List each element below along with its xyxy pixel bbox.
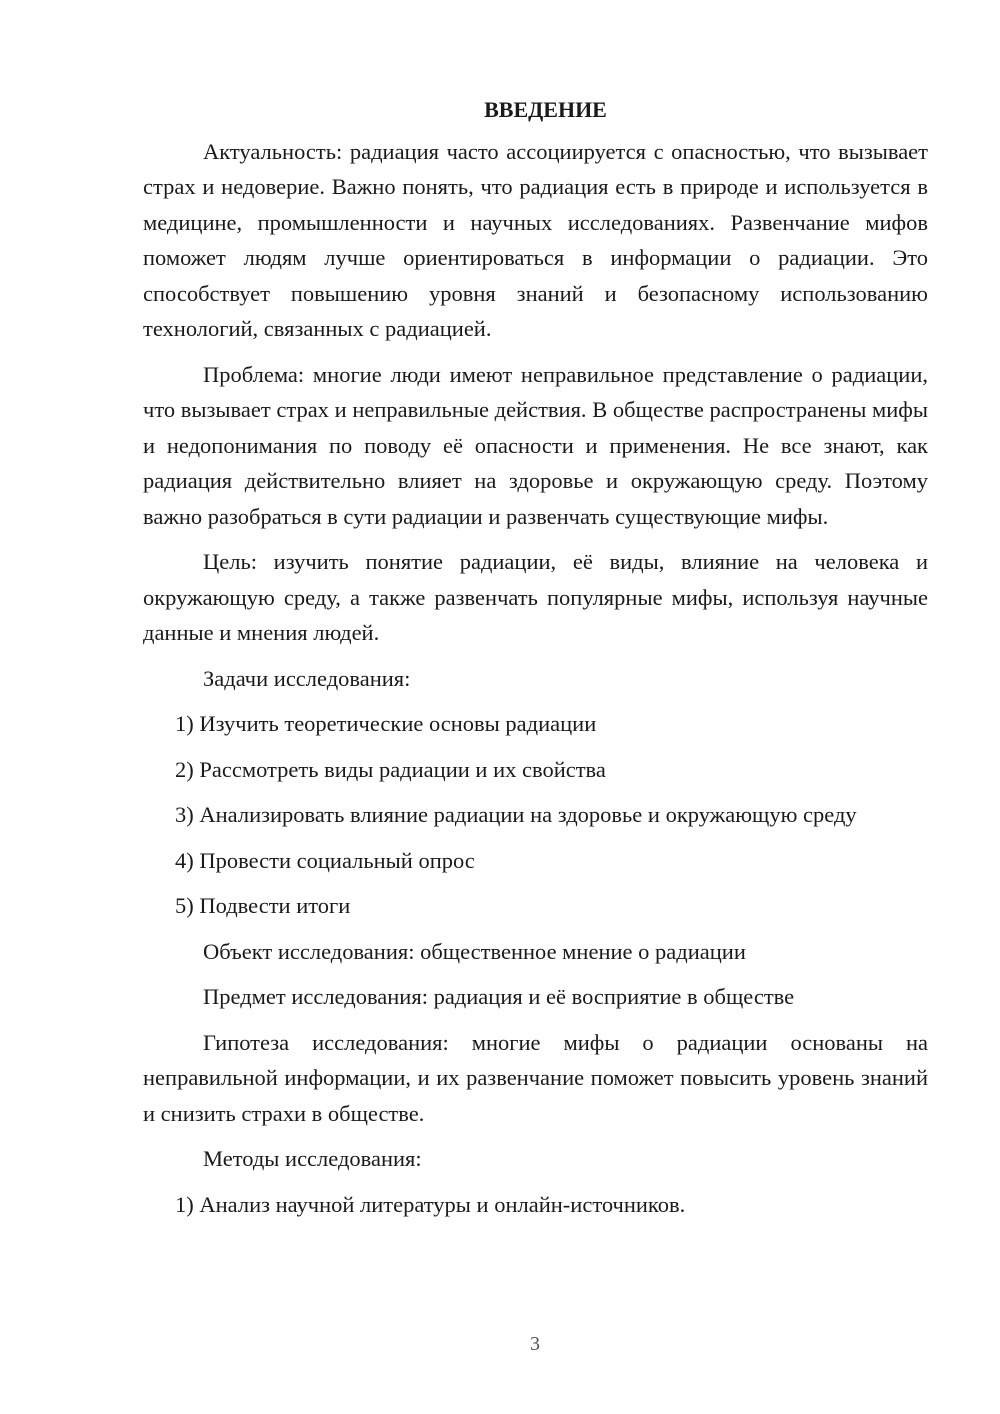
- research-subject: Предмет исследования: радиация и её восприятие в обществе: [203, 984, 795, 1009]
- relevance-paragraph: Актуальность: радиация часто ассоциируется с опасностью, что вызывает страх и недоверие. Важно понять, что радиация есть в природе и используется в медицине, промышленности и научных исследованиях. Развенчание мифов поможет людям лучше ориентироваться в информации о радиации. Это способствует повышению уровня знаний и безопасному использованию технологий, связанных с радиацией.: [143, 138, 928, 341]
- page-title: ВВЕДЕНИЕ: [484, 97, 607, 122]
- task-item: 4) Провести социальный опрос: [175, 847, 475, 873]
- method-item: 1) Анализ научной литературы и онлайн-источников.: [175, 1191, 686, 1217]
- methods-heading: Методы исследования:: [203, 1146, 422, 1171]
- task-item: 1) Изучить теоретические основы радиации: [175, 711, 597, 736]
- task-item: 2) Рассмотреть виды радиации и их свойства: [175, 756, 606, 782]
- page-content: [143, 92, 928, 1232]
- research-object: Объект исследования: общественное мнение о радиации: [203, 938, 746, 964]
- hypothesis-paragraph: Гипотеза исследования: многие мифы о радиации основаны на неправильной информации, и их развенчание поможет повысить уровень знаний и снизить страхи в обществе.: [143, 1029, 928, 1126]
- goal-paragraph: Цель: изучить понятие радиации, её виды, влияние на человека и окружающую среду, а также развенчать популярные мифы, используя научные данные и мнения людей.: [143, 549, 928, 645]
- page-number: 3: [530, 1333, 540, 1355]
- task-item: 3) Анализировать влияние радиации на здоровье и окружающую среду: [175, 802, 857, 827]
- tasks-heading: Задачи исследования:: [203, 665, 411, 691]
- problem-paragraph: Проблема: многие люди имеют неправильное представление о радиации, что вызывает страх и неправильные действия. В обществе распространены мифы и недопонимания по поводу её опасности и применения. Не все знают, как радиация действительно влияет на здоровье и окружающую среду. Поэтому важно разобраться в сути радиации и развенчать существующие мифы.: [143, 361, 928, 529]
- task-item: 5) Подвести итоги: [175, 893, 351, 918]
